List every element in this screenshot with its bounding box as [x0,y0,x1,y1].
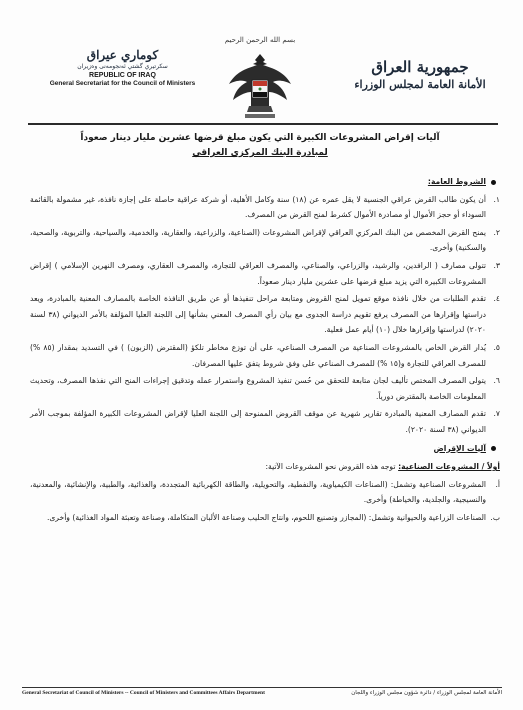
subsection-industrial-heading [30,459,500,475]
title-line-1: آليات إقراض المشروعات الكبيرة التي يكون مبلغ قرضها عشرين مليار دينار صعوداً [80,133,440,143]
item-number: ٢. [493,227,500,237]
item-letter: أ. [495,479,500,489]
item-number: ٤. [493,294,500,304]
item-text: تقدم الطلبات من خلال نافذة موقع تمويل لمنح القروض ومتابعة مراحل تنفيذها أو عن طريق النافذة الخاصة بالمصارف المعنية بالمبادرة، ويعد دراستها وإقرارها من المصرف يرفع تقويم دراسة الجدوى مع بيان رأي المصرف المعني بشأنها إلى اللجنة العليا المؤلفة بالأمر الديواني (٣٨ لسنة ٢٠٢٠) لدراستها وإقرارها خلال (١٠) أيام عمل فعلية. [30,294,486,335]
subsection-label: أولاً / المشروعات الصناعية: [398,462,500,472]
header-left-kurdish-subtitle: سكرتيري گشتي ئەنجومەنی وەزیران [77,63,168,70]
header-divider [28,123,498,125]
header-left-kurdish-title: كوماري عيراق [86,48,159,62]
item-letter: ب. [490,512,500,522]
condition-item [30,340,500,371]
item-number: ٦. [493,376,500,386]
page-footer [22,690,502,696]
header-right-republic: جمهورية العراق [371,58,469,76]
footer-divider [22,687,502,688]
section-heading-text: آليات الإقراض [433,443,486,453]
item-number: ٥. [493,342,500,352]
section-general-conditions-heading [30,174,500,190]
condition-item [30,291,500,338]
header-left-block [30,48,215,87]
header-left-republic: REPUBLIC OF IRAQ [89,72,156,79]
condition-item [30,225,500,256]
footer-english: General Secretariat of Council of Ministers -- Council of Ministers and Committees Affairs Department [22,690,265,696]
title-line-2: لمبادرة البنك المركزي العراقي [192,148,328,158]
item-text: يُدار القرض الخاص بالمشروعات الصناعية من المصرف الصناعي، على أن توزع مخاطر تلكؤ (المقترض (الزبون) ) في التسديد بمقدار (٨٥ %) للمصرف العراقي للتجارة و(١٥ %) للمصرف الصناعي على وفق شروط يتفق عليها المصرفان. [30,342,487,368]
item-text: تتولى مصارف ( الرافدين، والرشيد، والزراعي، والصناعي، والمصرف العراقي للتجارة، والمصرف العقاري، ومصرف النهرين الإسلامي ) إقراض المشروعات الكبيرة التي يزيد مبلغ قرضها على عشرين مليار دينار صعوداً. [30,260,486,286]
condition-item [30,192,500,223]
footer-arabic: الأمانة العامة لمجلس الوزراء / دائرة شؤون مجلس الوزراء واللجان [351,690,502,696]
section-lending-mechanisms-heading [30,441,500,457]
bullet-icon [491,180,496,185]
bullet-icon [491,446,496,451]
header-left-secretariat: General Secretariat for the Council of Ministers [49,80,196,87]
item-text: أن يكون طالب القرض عراقي الجنسية لا يقل عمره عن (١٨) سنة وكامل الأهلية، أو شركة عراقية حاصلة على إجازة نافذة، غير مشمولة بالقائمة السوداء أو حجز الأموال أو مصادرة الأموال كشرط لمنح القرض من المصرف. [30,194,486,220]
item-text: يمنح القرض المخصص من البنك المركزي العراقي لإقراض المشروعات (الصناعية، والزراعية، والعقارية، والخدمية، والسياحية، والتربوية، والصحية، والسكنية) وأخرى. [30,227,486,253]
project-item [30,510,500,526]
item-text: المشروعات الصناعية وتشمل: (الصناعات الكيمياوية، والنفطية، والتحويلية، والطاقة الكهربائية المتجددة، والغذائية، والطبية، والإنشائية، والمعدنية، والنسيجية، والجلدية، والخياطة) وأخرى. [30,479,486,505]
condition-item [30,373,500,404]
header-right-secretariat: الأمانة العامة لمجلس الوزراء [354,78,486,91]
item-text: يتولى المصرف المختص تأليف لجان متابعة للتحقق من حُسن تنفيذ المشروع واستمرار عمله وتدقيق إجراءات المنح التي نفذها المصرف، وتحديث المعلومات الخاصة بالمقترض دورياً. [30,376,486,401]
basmala: بسم الله الرحمن الرحيم [224,36,296,44]
project-item [30,477,500,508]
item-text: الصناعات الزراعية والحيوانية وتشمل: (المجازر وتصنيع اللحوم، وانتاج الحليب وصناعة الألبان المتكاملة، وصناعة وتعبئة المواد الغذائية) وأخرى. [46,512,486,522]
item-number: ١. [493,194,500,204]
iraq-eagle-emblem [227,50,293,122]
header-right-block [345,58,495,91]
section-heading-text: الشروط العامة: [427,177,486,186]
document-title [40,131,480,161]
condition-item [30,258,500,289]
item-number: ٧. [493,409,500,419]
condition-item [30,406,500,437]
subsection-intro: توجه هذه القروض نحو المشروعات الآتية: [265,462,396,472]
item-number: ٣. [493,260,500,270]
item-text: تقدم المصارف المعنية بالمبادرة تقارير شهرية عن موقف القروض الممنوحة إلى اللجنة العليا لإقراض المشروعات الكبيرة المؤلفة بموجب الأمر الديواني (٣٨ لسنة ٢٠٢٠). [30,409,486,434]
document-body [30,174,500,525]
